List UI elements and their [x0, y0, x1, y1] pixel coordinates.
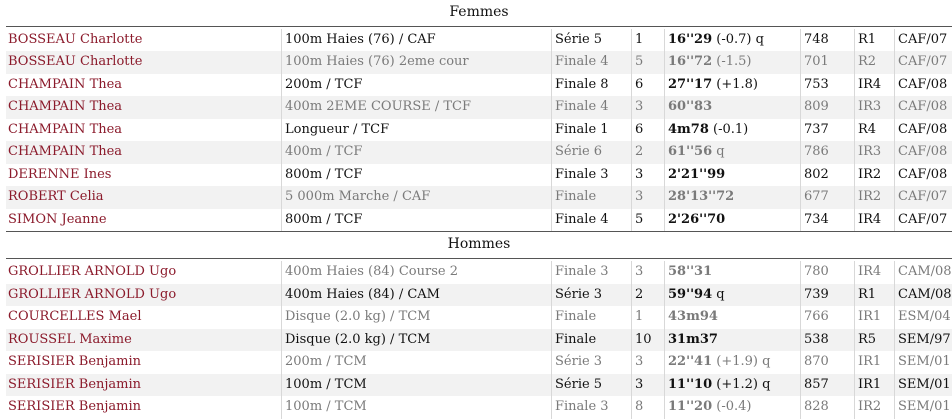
performance-wind: (-0.1) [708, 121, 749, 137]
performance-value: 60''83 [668, 99, 713, 114]
points-cell: 701 [800, 51, 854, 74]
athlete-name-link[interactable]: COURCELLES Mael [8, 309, 142, 324]
round-cell: Finale 4 [551, 96, 631, 119]
performance-cell [664, 164, 800, 187]
athlete-name-cell [6, 374, 281, 397]
place-cell: 5 [631, 209, 664, 232]
table-row [6, 29, 952, 52]
athlete-name-link[interactable]: CHAMPAIN Thea [8, 76, 123, 92]
points-cell: 737 [800, 119, 854, 142]
rank-cell: IR3 [854, 141, 894, 164]
round-cell: Finale 1 [551, 119, 631, 142]
performance-value: 58''31 [668, 264, 713, 279]
place-cell: 1 [631, 306, 664, 329]
points-cell: 809 [800, 96, 854, 119]
athlete-name-cell [6, 141, 281, 164]
performance-value: 11''10 [668, 376, 713, 392]
place-cell: 8 [631, 396, 664, 419]
performance-cell [664, 29, 800, 52]
athlete-name-cell [6, 29, 281, 52]
athlete-name-link[interactable]: SERISIER Benjamin [8, 399, 142, 414]
athlete-name-cell [6, 186, 281, 209]
round-cell: Série 3 [551, 351, 631, 374]
section-divider [6, 26, 952, 27]
rank-cell: R2 [854, 51, 894, 74]
table-row [6, 96, 952, 119]
performance-value: 61''56 [668, 144, 713, 159]
place-cell: 3 [631, 164, 664, 187]
category-cell: CAF/07 [894, 29, 952, 52]
category-cell: SEM/97 [894, 329, 952, 352]
round-cell: Série 6 [551, 141, 631, 164]
category-cell: SEM/01 [894, 374, 952, 397]
rank-cell: IR1 [854, 306, 894, 329]
rank-cell: IR2 [854, 164, 894, 187]
performance-cell [664, 74, 800, 97]
event-cell: Disque (2.0 kg) / TCM [281, 306, 551, 329]
event-cell: 400m 2EME COURSE / TCF [281, 96, 551, 119]
performance-cell [664, 186, 800, 209]
place-cell: 3 [631, 261, 664, 284]
category-cell: ESM/04 [894, 306, 952, 329]
table-row [6, 164, 952, 187]
place-cell: 3 [631, 186, 664, 209]
rank-cell: IR4 [854, 261, 894, 284]
rank-cell: R1 [854, 284, 894, 307]
table-row [6, 306, 952, 329]
performance-wind: (-0.4) [712, 399, 752, 414]
athlete-name-link[interactable]: CHAMPAIN Thea [8, 99, 123, 114]
round-cell: Finale 4 [551, 209, 631, 232]
performance-wind: q [712, 144, 725, 159]
performance-wind: (+1.9) q [712, 354, 771, 369]
place-cell: 2 [631, 284, 664, 307]
place-cell: 5 [631, 51, 664, 74]
performance-cell [664, 306, 800, 329]
athlete-name-cell [6, 261, 281, 284]
performance-value: 2'26''70 [668, 211, 726, 227]
round-cell: Finale [551, 306, 631, 329]
round-cell: Finale 8 [551, 74, 631, 97]
category-cell: CAM/08 [894, 261, 952, 284]
rank-cell: R5 [854, 329, 894, 352]
event-cell: 100m Haies (76) / CAF [281, 29, 551, 52]
athlete-name-link[interactable]: ROBERT Celia [8, 189, 104, 204]
points-cell: 538 [800, 329, 854, 352]
rank-cell: IR1 [854, 374, 894, 397]
performance-value: 4m78 [668, 121, 709, 137]
performance-value: 2'21''99 [668, 166, 726, 182]
rank-cell: IR2 [854, 396, 894, 419]
table-row [6, 329, 952, 352]
performance-cell [664, 141, 800, 164]
performance-cell [664, 329, 800, 352]
round-cell: Série 5 [551, 29, 631, 52]
rank-cell: IR2 [854, 186, 894, 209]
table-row [6, 51, 952, 74]
rank-cell: IR3 [854, 96, 894, 119]
points-cell: 748 [800, 29, 854, 52]
round-cell: Série 3 [551, 284, 631, 307]
table-row [6, 351, 952, 374]
performance-cell [664, 374, 800, 397]
athlete-name-cell [6, 164, 281, 187]
event-cell: 400m Haies (84) Course 2 [281, 261, 551, 284]
event-cell: 400m / TCF [281, 141, 551, 164]
category-cell: CAM/08 [894, 284, 952, 307]
athlete-name-link[interactable]: SIMON Jeanne [8, 211, 107, 227]
performance-cell [664, 51, 800, 74]
athlete-name-link[interactable]: CHAMPAIN Thea [8, 121, 123, 137]
athlete-name-cell [6, 306, 281, 329]
event-cell: 400m Haies (84) / CAM [281, 284, 551, 307]
performance-cell [664, 119, 800, 142]
event-cell: 100m Haies (76) 2eme cour [281, 51, 551, 74]
athlete-name-link[interactable]: SERISIER Benjamin [8, 376, 142, 392]
category-cell: CAF/08 [894, 96, 952, 119]
table-row [6, 209, 952, 232]
athlete-name-link[interactable]: BOSSEAU Charlotte [8, 31, 143, 47]
category-cell: SEM/01 [894, 396, 952, 419]
points-cell: 753 [800, 74, 854, 97]
points-cell: 739 [800, 284, 854, 307]
points-cell: 786 [800, 141, 854, 164]
performance-cell [664, 284, 800, 307]
points-cell: 734 [800, 209, 854, 232]
section-divider [6, 231, 952, 232]
place-cell: 1 [631, 29, 664, 52]
performance-wind: (+1.8) [712, 76, 758, 92]
points-cell: 857 [800, 374, 854, 397]
athlete-name-link[interactable]: DERENNE Ines [8, 166, 112, 182]
table-row [6, 396, 952, 419]
performance-value: 59''94 [668, 286, 713, 302]
athlete-name-cell [6, 96, 281, 119]
performance-wind: (-0.7) q [712, 31, 764, 47]
athlete-name-link[interactable]: CHAMPAIN Thea [8, 144, 123, 159]
category-cell: CAF/08 [894, 119, 952, 142]
section-title-hommes: Hommes [447, 236, 511, 252]
performance-wind: (-1.5) [712, 54, 752, 69]
performance-value: 27''17 [668, 76, 713, 92]
performance-value: 16''29 [668, 31, 713, 47]
performance-cell [664, 351, 800, 374]
event-cell: 100m / TCM [281, 396, 551, 419]
event-cell: Longueur / TCF [281, 119, 551, 142]
athlete-name-cell [6, 119, 281, 142]
round-cell: Série 5 [551, 374, 631, 397]
table-row [6, 119, 952, 142]
round-cell: Finale [551, 186, 631, 209]
performance-wind: (+1.2) q [712, 376, 771, 392]
place-cell: 3 [631, 96, 664, 119]
points-cell: 802 [800, 164, 854, 187]
category-cell: CAF/08 [894, 164, 952, 187]
round-cell: Finale [551, 329, 631, 352]
table-row [6, 374, 952, 397]
athlete-name-link[interactable]: BOSSEAU Charlotte [8, 54, 143, 69]
place-cell: 6 [631, 74, 664, 97]
points-cell: 780 [800, 261, 854, 284]
athlete-name-link[interactable]: ROUSSEL Maxime [8, 331, 132, 347]
athlete-name-cell [6, 284, 281, 307]
event-cell: Disque (2.0 kg) / TCM [281, 329, 551, 352]
athlete-name-cell [6, 74, 281, 97]
event-cell: 200m / TCM [281, 351, 551, 374]
performance-value: 28'13''72 [668, 189, 735, 204]
table-row [6, 74, 952, 97]
round-cell: Finale 3 [551, 396, 631, 419]
table-row [6, 261, 952, 284]
place-cell: 2 [631, 141, 664, 164]
category-cell: CAF/07 [894, 51, 952, 74]
athlete-name-cell [6, 209, 281, 232]
section-divider [6, 258, 952, 259]
athlete-name-link[interactable]: GROLLIER ARNOLD Ugo [8, 264, 177, 279]
points-cell: 828 [800, 396, 854, 419]
place-cell: 6 [631, 119, 664, 142]
table-row [6, 141, 952, 164]
performance-value: 22''41 [668, 354, 713, 369]
rank-cell: R1 [854, 29, 894, 52]
performance-cell [664, 209, 800, 232]
category-cell: CAF/07 [894, 186, 952, 209]
performance-wind: q [712, 286, 725, 302]
performance-value: 43m94 [668, 309, 718, 324]
rank-cell: R4 [854, 119, 894, 142]
event-cell: 200m / TCF [281, 74, 551, 97]
place-cell: 10 [631, 329, 664, 352]
event-cell: 5 000m Marche / CAF [281, 186, 551, 209]
round-cell: Finale 3 [551, 164, 631, 187]
performance-value: 31m37 [668, 331, 718, 347]
performance-cell [664, 261, 800, 284]
points-cell: 677 [800, 186, 854, 209]
performance-value: 16''72 [668, 54, 713, 69]
rank-cell: IR4 [854, 209, 894, 232]
place-cell: 3 [631, 351, 664, 374]
rank-cell: IR4 [854, 74, 894, 97]
points-cell: 766 [800, 306, 854, 329]
event-cell: 800m / TCF [281, 209, 551, 232]
category-cell: SEM/01 [894, 351, 952, 374]
table-row [6, 284, 952, 307]
performance-cell [664, 396, 800, 419]
athlete-name-cell [6, 329, 281, 352]
event-cell: 800m / TCF [281, 164, 551, 187]
athlete-name-link[interactable]: GROLLIER ARNOLD Ugo [8, 286, 177, 302]
performance-value: 11''20 [668, 399, 713, 414]
category-cell: CAF/07 [894, 209, 952, 232]
round-cell: Finale 4 [551, 51, 631, 74]
round-cell: Finale 3 [551, 261, 631, 284]
performance-cell [664, 96, 800, 119]
points-cell: 870 [800, 351, 854, 374]
athlete-name-cell [6, 51, 281, 74]
event-cell: 100m / TCM [281, 374, 551, 397]
category-cell: CAF/08 [894, 74, 952, 97]
athlete-name-cell [6, 396, 281, 419]
category-cell: CAF/08 [894, 141, 952, 164]
place-cell: 3 [631, 374, 664, 397]
table-row [6, 186, 952, 209]
rank-cell: IR1 [854, 351, 894, 374]
athlete-name-cell [6, 351, 281, 374]
section-title-femmes: Femmes [449, 4, 509, 20]
athlete-name-link[interactable]: SERISIER Benjamin [8, 354, 142, 369]
